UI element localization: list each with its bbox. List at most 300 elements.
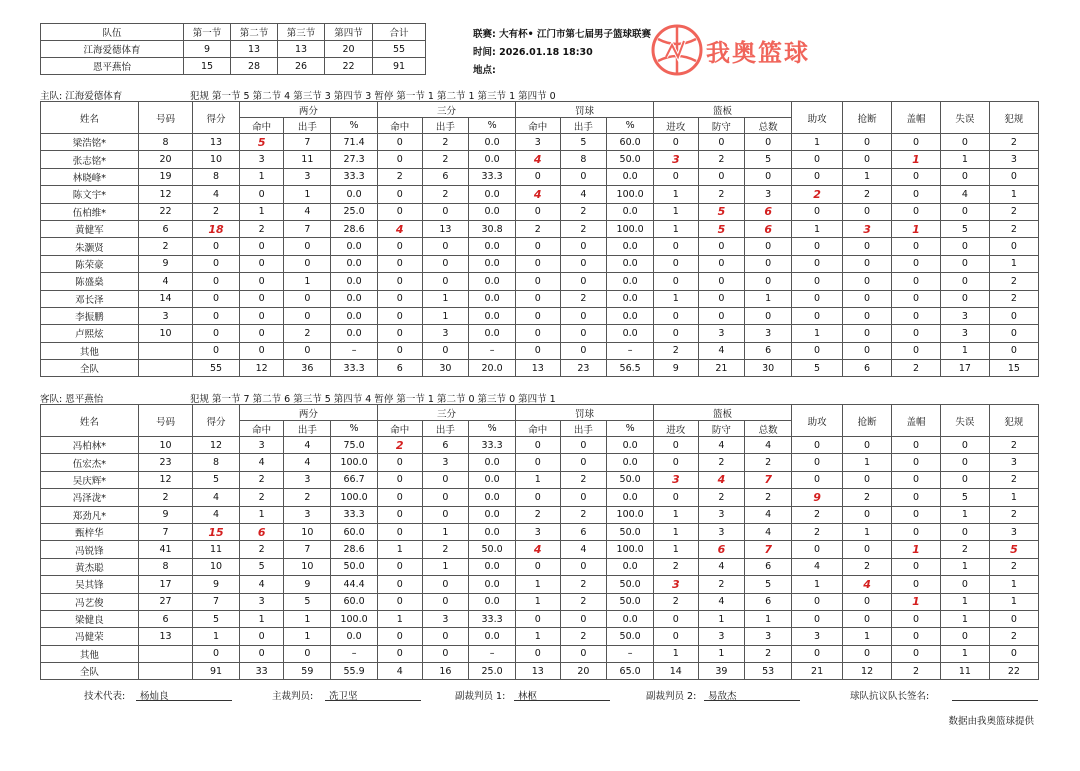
stat-cell: 1 <box>792 220 843 237</box>
stat-cell: 1 <box>515 576 560 593</box>
stat-cell: 4 <box>745 506 792 523</box>
stat-cell: 0.0 <box>331 273 378 290</box>
stat-cell: 0 <box>654 325 699 342</box>
stat-cell: 2 <box>792 506 843 523</box>
col-number-header: 号码 <box>138 102 192 134</box>
stat-cell: 60.0 <box>331 593 378 610</box>
stat-cell: 0 <box>239 307 284 324</box>
stat-cell: 0 <box>654 610 699 627</box>
stat-cell: 0.0 <box>607 203 654 220</box>
stat-cell: 4 <box>138 273 192 290</box>
stat-cell: 50.0 <box>607 593 654 610</box>
stat-cell: 14 <box>654 663 699 680</box>
stat-cell: 0 <box>745 255 792 272</box>
stat-cell: 33.3 <box>331 506 378 523</box>
stat-cell: 0 <box>892 454 941 471</box>
stat-cell: 1 <box>654 203 699 220</box>
stat-cell: 0 <box>239 290 284 307</box>
stat-cell: 0.0 <box>607 273 654 290</box>
stat-cell: 0 <box>698 168 745 185</box>
stat-cell: 17 <box>138 576 192 593</box>
stat-cell: 50.0 <box>607 576 654 593</box>
stat-cell: 0.0 <box>607 255 654 272</box>
stat-cell: 0 <box>843 506 892 523</box>
player-name: 郑劲凡* <box>41 506 139 523</box>
col-two-header: 两分 <box>239 405 377 421</box>
stat-cell: 0 <box>515 454 560 471</box>
stat-cell: 3 <box>239 437 284 454</box>
basketball-logo-icon <box>650 23 704 77</box>
stat-cell: 0 <box>989 238 1038 255</box>
stat-cell: 13 <box>138 628 192 645</box>
stat-cell: 2 <box>989 290 1038 307</box>
stat-cell: 3 <box>698 506 745 523</box>
stat-cell: 4 <box>698 558 745 575</box>
col-ast-header: 助攻 <box>792 102 843 134</box>
stat-cell: 2 <box>654 593 699 610</box>
stat-cell: 1 <box>239 168 284 185</box>
stat-cell: 9 <box>193 576 240 593</box>
player-row <box>41 471 1039 488</box>
stat-cell: 0 <box>892 506 941 523</box>
stat-cell: 0 <box>892 325 941 342</box>
stat-cell: 0 <box>698 134 745 151</box>
stat-cell: – <box>607 342 654 359</box>
stat-cell: 7 <box>284 220 331 237</box>
stat-cell: 1 <box>940 610 989 627</box>
player-row <box>41 541 1039 558</box>
stat-cell: 1 <box>654 186 699 203</box>
player-row <box>41 593 1039 610</box>
stat-cell: 0 <box>284 290 331 307</box>
stat-cell: 1 <box>422 558 469 575</box>
stat-cell: 1 <box>989 576 1038 593</box>
score-cell: 26 <box>278 58 325 75</box>
player-row <box>41 506 1039 523</box>
score-cell: 91 <box>373 58 426 75</box>
stat-cell: 0 <box>422 273 469 290</box>
stat-cell: 0 <box>239 325 284 342</box>
player-name: 其他 <box>41 342 139 359</box>
stat-cell: 33.3 <box>469 610 516 627</box>
stat-cell: 1 <box>284 186 331 203</box>
stat-cell: 2 <box>892 360 941 377</box>
stat-cell: 14 <box>138 290 192 307</box>
stat-cell: 1 <box>654 290 699 307</box>
stat-cell: 4 <box>284 454 331 471</box>
brand-logo <box>650 23 850 77</box>
stat-cell: 17 <box>940 360 989 377</box>
stat-cell: 3 <box>239 151 284 168</box>
stat-cell: 19 <box>138 168 192 185</box>
stat-cell: 2 <box>745 645 792 662</box>
stat-cell: 0.0 <box>607 168 654 185</box>
home-fouls-text: 犯规 第一节 5 第二节 4 第三节 3 第四节 3 暂停 第一节 1 第二节 1 第三节 1 第四节 0 <box>190 91 556 102</box>
col-tov-header: 失误 <box>940 102 989 134</box>
stat-cell: 3 <box>940 325 989 342</box>
stat-cell <box>138 645 192 662</box>
col-reb-header: 篮板 <box>654 405 792 421</box>
score-header-cell: 第二节 <box>231 24 278 41</box>
stat-cell: 6 <box>377 360 422 377</box>
stat-cell: 0 <box>892 576 941 593</box>
stat-cell: 1 <box>989 593 1038 610</box>
stat-cell: 4 <box>560 541 607 558</box>
stat-cell: 3 <box>284 471 331 488</box>
col-stl-header: 抢断 <box>843 405 892 437</box>
stat-cell: 2 <box>560 593 607 610</box>
stat-cell: 0 <box>377 186 422 203</box>
stat-cell: 0 <box>239 255 284 272</box>
stat-cell: 12 <box>193 437 240 454</box>
score-header-cell: 第三节 <box>278 24 325 41</box>
stat-cell: 0 <box>654 454 699 471</box>
stat-cell: 0 <box>284 307 331 324</box>
player-row <box>41 203 1039 220</box>
stat-cell: 0.0 <box>469 523 516 540</box>
player-row <box>41 290 1039 307</box>
score-row <box>41 58 426 75</box>
stat-cell: – <box>331 342 378 359</box>
col-three-header: 三分 <box>377 405 515 421</box>
stat-cell: 0 <box>377 203 422 220</box>
home-team-header <box>40 88 556 102</box>
stat-cell: 0 <box>989 645 1038 662</box>
stat-cell: 1 <box>654 645 699 662</box>
stat-cell: 2 <box>377 168 422 185</box>
stat-cell: 0.0 <box>607 558 654 575</box>
stat-cell: 0 <box>377 307 422 324</box>
stat-cell: 2 <box>698 151 745 168</box>
score-cell: 22 <box>325 58 373 75</box>
stat-cell: 0 <box>698 290 745 307</box>
stat-cell: 0 <box>843 541 892 558</box>
stat-cell: 30.8 <box>469 220 516 237</box>
box-header-row <box>41 102 1039 118</box>
stat-cell: 0 <box>560 325 607 342</box>
stat-cell: 2 <box>560 220 607 237</box>
stat-cell: 4 <box>239 454 284 471</box>
stat-cell: 1 <box>422 523 469 540</box>
stat-cell: 2 <box>654 342 699 359</box>
stat-cell: 0 <box>422 342 469 359</box>
stat-cell: 12 <box>138 471 192 488</box>
stat-cell: 1 <box>284 273 331 290</box>
stat-cell: 50.0 <box>469 541 516 558</box>
stat-cell: 1 <box>239 203 284 220</box>
stat-cell: 0.0 <box>469 203 516 220</box>
away-team-header <box>40 391 556 405</box>
player-name: 甄梓华 <box>41 523 139 540</box>
stat-cell: 2 <box>422 186 469 203</box>
col-pct-header: % <box>469 118 516 134</box>
stat-cell: 0 <box>892 645 941 662</box>
stat-cell: 7 <box>745 471 792 488</box>
stat-cell: 0 <box>515 610 560 627</box>
stat-cell: 7 <box>284 134 331 151</box>
player-row <box>41 186 1039 203</box>
stat-cell: 27.3 <box>331 151 378 168</box>
stat-cell: 1 <box>792 325 843 342</box>
score-header-cell: 第四节 <box>325 24 373 41</box>
stat-cell: 12 <box>138 186 192 203</box>
stat-cell: 5 <box>239 558 284 575</box>
player-row <box>41 645 1039 662</box>
stat-cell: 0 <box>745 134 792 151</box>
stat-cell: 5 <box>940 220 989 237</box>
home-box-score <box>40 101 1039 377</box>
stat-cell: 0 <box>940 290 989 307</box>
score-cell: 9 <box>184 41 231 58</box>
score-header-cell: 合计 <box>373 24 426 41</box>
stat-cell: 5 <box>940 489 989 506</box>
stat-cell: 8 <box>560 151 607 168</box>
stat-cell: 27 <box>138 593 192 610</box>
stat-cell: 3 <box>654 151 699 168</box>
col-def-reb-header: 防守 <box>698 421 745 437</box>
stat-cell: 1 <box>239 610 284 627</box>
stat-cell: 2 <box>698 489 745 506</box>
stat-cell: 3 <box>515 134 560 151</box>
stat-cell: 1 <box>515 628 560 645</box>
stat-cell: 0 <box>792 471 843 488</box>
player-row <box>41 454 1039 471</box>
player-name: 邓长泽 <box>41 290 139 307</box>
stat-cell: 0 <box>515 168 560 185</box>
stat-cell: 0 <box>745 307 792 324</box>
player-name: 吴其锋 <box>41 576 139 593</box>
player-name: 卢熙炫 <box>41 325 139 342</box>
col-number-header: 号码 <box>138 405 192 437</box>
stat-cell: 9 <box>792 489 843 506</box>
stat-cell: 33.3 <box>331 360 378 377</box>
stat-cell: 0 <box>892 489 941 506</box>
player-name: 全队 <box>41 360 139 377</box>
stat-cell: 11 <box>284 151 331 168</box>
player-name: 冯柏林* <box>41 437 139 454</box>
stat-cell: 56.5 <box>607 360 654 377</box>
stat-cell: 4 <box>698 437 745 454</box>
stat-cell: 0 <box>892 471 941 488</box>
stat-cell: 2 <box>989 437 1038 454</box>
stat-cell: 1 <box>745 290 792 307</box>
stat-cell: 0.0 <box>607 307 654 324</box>
stat-cell: 3 <box>284 506 331 523</box>
stat-cell: 65.0 <box>607 663 654 680</box>
stat-cell: 0 <box>377 238 422 255</box>
stat-cell: 0 <box>892 168 941 185</box>
stat-cell: 5 <box>745 151 792 168</box>
col-three-header: 三分 <box>377 102 515 118</box>
stat-cell: 0 <box>792 151 843 168</box>
stat-cell: 0 <box>560 238 607 255</box>
player-row <box>41 307 1039 324</box>
stat-cell: 2 <box>284 325 331 342</box>
stat-cell: 0 <box>940 471 989 488</box>
stat-cell: 4 <box>698 593 745 610</box>
stat-cell: 2 <box>515 506 560 523</box>
box-header-row <box>41 405 1039 421</box>
stat-cell: 0 <box>284 255 331 272</box>
away-team-label: 客队: 恩平燕怡 <box>40 394 104 405</box>
stat-cell: 2 <box>138 489 192 506</box>
stat-cell: 0 <box>792 273 843 290</box>
stat-cell: 50.0 <box>331 558 378 575</box>
stat-cell: 0.0 <box>331 628 378 645</box>
stat-cell: 5 <box>560 134 607 151</box>
stat-cell: 0 <box>654 307 699 324</box>
stat-cell: 0 <box>422 471 469 488</box>
col-points-header: 得分 <box>193 405 240 437</box>
stat-cell: 3 <box>940 307 989 324</box>
stat-cell: 1 <box>284 628 331 645</box>
stat-cell: 21 <box>698 360 745 377</box>
stat-cell: 0 <box>892 307 941 324</box>
stat-cell: 2 <box>989 220 1038 237</box>
stat-cell: 0 <box>843 471 892 488</box>
umpire1-value: 林枢 <box>514 688 610 701</box>
stat-cell: 0 <box>560 645 607 662</box>
stat-cell: 2 <box>843 489 892 506</box>
stat-cell: 0 <box>193 325 240 342</box>
col-att-header: 出手 <box>422 421 469 437</box>
stat-cell: 0 <box>377 558 422 575</box>
stat-cell: 2 <box>989 203 1038 220</box>
stat-cell: 33.3 <box>469 168 516 185</box>
stat-cell: 0 <box>560 454 607 471</box>
stat-cell: 0 <box>792 610 843 627</box>
col-total-reb-header: 总数 <box>745 118 792 134</box>
stat-cell: 18 <box>193 220 240 237</box>
col-pct-header: % <box>607 118 654 134</box>
stat-cell: 0 <box>792 645 843 662</box>
stat-cell: 50.0 <box>607 523 654 540</box>
stat-cell: 30 <box>745 360 792 377</box>
stat-cell: 0 <box>654 134 699 151</box>
stat-cell: 0 <box>560 168 607 185</box>
stat-cell: 0 <box>284 238 331 255</box>
umpire2-label: 副裁判员 2: <box>646 691 697 702</box>
stat-cell: 1 <box>698 610 745 627</box>
stat-cell: 0 <box>422 489 469 506</box>
stat-cell: 1 <box>239 506 284 523</box>
stat-cell: 0 <box>377 273 422 290</box>
stat-cell: 0 <box>940 134 989 151</box>
stat-cell: 0 <box>515 645 560 662</box>
home-team-label: 主队: 江海爱德体育 <box>40 91 123 102</box>
stat-cell: 3 <box>422 610 469 627</box>
stat-cell: 0 <box>515 203 560 220</box>
stat-cell: 23 <box>138 454 192 471</box>
stat-cell: 0 <box>422 238 469 255</box>
player-row <box>41 663 1039 680</box>
stat-cell: 0 <box>422 593 469 610</box>
stat-cell: 0 <box>377 506 422 523</box>
player-name: 梁健良 <box>41 610 139 627</box>
stat-cell: 0 <box>892 134 941 151</box>
player-row <box>41 134 1039 151</box>
stat-cell: 0 <box>940 576 989 593</box>
stat-cell: 0 <box>515 437 560 454</box>
stat-cell: 5 <box>698 203 745 220</box>
stat-cell: 28.6 <box>331 541 378 558</box>
stat-cell: 0 <box>193 645 240 662</box>
stat-cell: 0 <box>843 238 892 255</box>
stat-cell: 39 <box>698 663 745 680</box>
col-tov-header: 失误 <box>940 405 989 437</box>
stat-cell: 6 <box>745 593 792 610</box>
col-pct-header: % <box>331 421 378 437</box>
chief-referee-label: 主裁判员: <box>272 691 314 702</box>
player-name: 其他 <box>41 645 139 662</box>
stat-cell: 0.0 <box>469 489 516 506</box>
stat-cell: 0 <box>940 238 989 255</box>
stat-cell: 4 <box>193 489 240 506</box>
stat-cell: 10 <box>193 151 240 168</box>
stat-cell: 0 <box>239 645 284 662</box>
logo-text: 我奥篮球 <box>706 39 810 67</box>
player-row <box>41 576 1039 593</box>
stat-cell: 71.4 <box>331 134 378 151</box>
stat-cell: 2 <box>989 273 1038 290</box>
stat-cell: 0 <box>193 342 240 359</box>
stat-cell: 1 <box>654 506 699 523</box>
stat-cell: 0 <box>843 203 892 220</box>
stat-cell: 4 <box>560 186 607 203</box>
stat-cell: 0 <box>792 168 843 185</box>
stat-cell: 10 <box>193 558 240 575</box>
player-row <box>41 523 1039 540</box>
stat-cell: 0 <box>940 203 989 220</box>
stat-cell: 25.0 <box>331 203 378 220</box>
col-total-reb-header: 总数 <box>745 421 792 437</box>
stat-cell: 0 <box>515 489 560 506</box>
stat-cell: 9 <box>138 506 192 523</box>
stat-cell: 2 <box>239 471 284 488</box>
stat-cell: 0 <box>654 273 699 290</box>
stat-cell: 20 <box>138 151 192 168</box>
stat-cell: 50.0 <box>607 628 654 645</box>
player-name: 吴庆辉* <box>41 471 139 488</box>
stat-cell: 6 <box>745 220 792 237</box>
stat-cell: 0 <box>193 238 240 255</box>
stat-cell: 1 <box>843 454 892 471</box>
col-name-header: 姓名 <box>41 405 139 437</box>
stat-cell: 2 <box>989 134 1038 151</box>
col-off-reb-header: 进攻 <box>654 118 699 134</box>
stat-cell: 0 <box>792 238 843 255</box>
stat-cell: 1 <box>654 523 699 540</box>
score-row <box>41 41 426 58</box>
stat-cell: 0 <box>284 645 331 662</box>
stat-cell: 0 <box>239 186 284 203</box>
stat-cell: 1 <box>843 168 892 185</box>
stat-cell: 0 <box>377 489 422 506</box>
stat-cell: 3 <box>239 593 284 610</box>
stat-cell: 0 <box>892 186 941 203</box>
stat-cell: 0 <box>560 610 607 627</box>
stat-cell: 3 <box>284 168 331 185</box>
stat-cell: 1 <box>377 610 422 627</box>
stat-cell: 4 <box>698 342 745 359</box>
stat-cell: 44.4 <box>331 576 378 593</box>
col-points-header: 得分 <box>193 102 240 134</box>
stat-cell: 5 <box>745 576 792 593</box>
away-fouls-text: 犯规 第一节 7 第二节 6 第三节 5 第四节 4 暂停 第一节 1 第二节 0 第三节 0 第四节 1 <box>190 394 556 405</box>
stat-cell: 2 <box>560 290 607 307</box>
stat-cell: 0 <box>792 203 843 220</box>
stat-cell: 1 <box>940 593 989 610</box>
